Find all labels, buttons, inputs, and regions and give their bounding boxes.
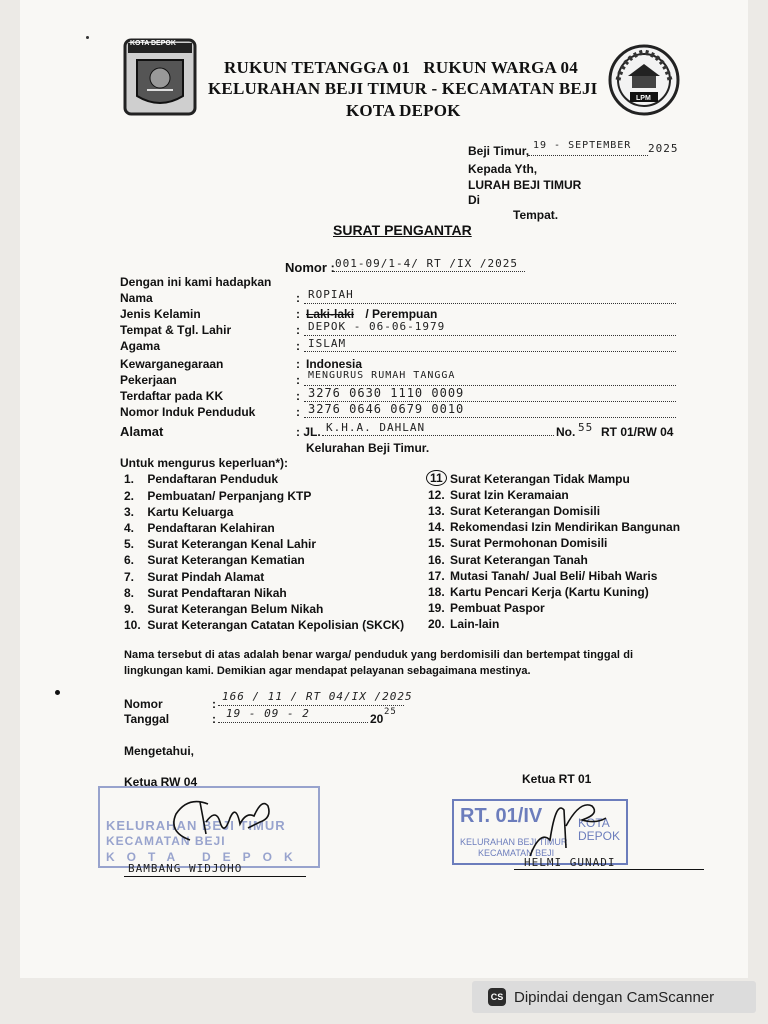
- footer-tanggal-colon: :: [212, 712, 216, 726]
- rt-name-underline: [514, 869, 704, 870]
- mengetahui: Mengetahui,: [124, 744, 195, 758]
- rt-name: HELMI GUNADI: [524, 856, 616, 869]
- purpose-number: 13.: [428, 504, 445, 518]
- header-line-3: KOTA DEPOK: [346, 101, 461, 120]
- field-colon: : JL.: [296, 425, 321, 439]
- rt-stamp-line-1: KELURAHAN BEJI TIMUR: [460, 837, 568, 847]
- field-line: [304, 335, 676, 336]
- lpm-logo: [604, 42, 684, 118]
- purpose-number: 20.: [428, 617, 445, 631]
- left-logo-text: KOTA DEPOK: [130, 40, 176, 47]
- rw-name: BAMBANG WIDJOHO: [128, 862, 243, 875]
- tempat-label: Tempat.: [513, 208, 559, 222]
- rw-name-underline: [124, 876, 306, 877]
- field-label: Kewarganegaraan: [120, 357, 224, 371]
- field-colon: :: [296, 405, 300, 419]
- purpose-item: 8. Surat Pendaftaran Nikah: [124, 586, 287, 600]
- field-value: 3276 0646 0679 0010: [308, 402, 465, 416]
- date-underline: [528, 155, 648, 156]
- purpose-label: Untuk mengurus keperluan*):: [120, 456, 289, 470]
- field-colon: :: [296, 389, 300, 403]
- rw-title: Ketua RW 04: [124, 775, 198, 789]
- footer-tanggal-value: 19 - 09 - 2: [226, 707, 310, 720]
- header-line-2: KELURAHAN BEJI TIMUR - KECAMATAN BEJI: [208, 79, 598, 98]
- field-no-value: 55: [578, 421, 594, 434]
- purpose-item: Surat Keterangan Tanah: [450, 553, 588, 567]
- field-value: / Perempuan: [362, 307, 438, 321]
- purpose-number-circled: 11: [426, 470, 447, 486]
- statement-line-2: lingkungan kami. Demikian agar mendapat pelayanan sebagaimana mestinya.: [124, 665, 531, 677]
- footer-year-hand: 25: [384, 707, 397, 717]
- field-value: 3276 0630 1110 0009: [308, 386, 465, 400]
- rt-stamp-side: KOTA DEPOK: [578, 816, 621, 843]
- purpose-item: 7. Surat Pindah Alamat: [124, 570, 265, 584]
- field-value: MENGURUS RUMAH TANGGA: [308, 370, 456, 381]
- purpose-number: 16.: [428, 553, 445, 567]
- rt-signature: [520, 790, 620, 865]
- purpose-number: 12.: [428, 488, 445, 502]
- rt-title: Ketua RT 01: [522, 772, 592, 786]
- intro-text: Dengan ini kami hadapkan: [120, 275, 272, 289]
- scan-mark: [55, 690, 60, 695]
- purpose-item: Kartu Pencari Kerja (Kartu Kuning): [450, 585, 649, 599]
- field-label: Nama: [120, 291, 153, 305]
- field-colon: :: [296, 323, 300, 337]
- purpose-number: 17.: [428, 569, 445, 583]
- field-label: Jenis Kelamin: [120, 307, 201, 321]
- place-label: Beji Timur,: [468, 144, 530, 158]
- purpose-item: 3. Kartu Keluarga: [124, 505, 234, 519]
- field-line: [322, 435, 554, 436]
- header-line-1: RUKUN TETANGGA 01 RUKUN WARGA 04: [224, 58, 578, 77]
- purpose-item: 6. Surat Keterangan Kematian: [124, 553, 305, 567]
- field-colon: :: [296, 307, 300, 321]
- purpose-item: Surat Permohonan Domisili: [450, 536, 608, 550]
- field-rtrw: RT 01/RW 04: [601, 425, 674, 439]
- purpose-item: Pembuat Paspor: [450, 601, 545, 615]
- field-value: DEPOK - 06-06-1979: [308, 320, 446, 333]
- kelurahan-line: Kelurahan Beji Timur.: [306, 441, 430, 455]
- field-label: Nomor Induk Penduduk: [120, 405, 256, 419]
- field-line: [304, 417, 676, 418]
- purpose-item: 1. Pendaftaran Penduduk: [124, 472, 279, 486]
- purpose-item: 5. Surat Keterangan Kenal Lahir: [124, 537, 317, 551]
- field-colon: :: [296, 373, 300, 387]
- purpose-number: 14.: [428, 520, 445, 534]
- document-title: SURAT PENGANTAR: [333, 222, 472, 238]
- purpose-item: Surat Keterangan Tidak Mampu: [450, 472, 630, 486]
- field-colon: :: [296, 291, 300, 305]
- right-logo-text: LPM: [636, 95, 651, 102]
- field-value: K.H.A. DAHLAN: [326, 421, 426, 434]
- purpose-item: 10. Surat Keterangan Catatan Kepolisian (SKCK): [124, 618, 405, 632]
- field-strike: Laki-laki: [306, 307, 355, 321]
- camscanner-watermark: [472, 981, 756, 1013]
- recipient: LURAH BEJI TIMUR: [468, 178, 582, 192]
- kota-depok-logo: [123, 38, 197, 116]
- footer-year-prefix: 20: [370, 712, 384, 726]
- camscanner-icon: CS: [488, 988, 506, 1006]
- footer-nomor-label: Nomor: [124, 697, 163, 711]
- field-label: Terdaftar pada KK: [120, 389, 224, 403]
- nomor-value: 001-09/1-4/ RT /IX /2025: [335, 257, 518, 270]
- nomor-label: Nomor :: [285, 260, 335, 275]
- purpose-number: 19.: [428, 601, 445, 615]
- nomor-underline: [333, 271, 525, 272]
- footer-nomor-line: [218, 705, 404, 706]
- field-colon: :: [296, 339, 300, 353]
- purpose-item: Surat Izin Keramaian: [450, 488, 569, 502]
- purpose-item: 9. Surat Keterangan Belum Nikah: [124, 602, 324, 616]
- di-label: Di: [468, 193, 480, 207]
- field-value: ROPIAH: [308, 288, 354, 301]
- field-value: ISLAM: [308, 337, 347, 350]
- rw-signature: [150, 782, 290, 857]
- purpose-number: 15.: [428, 536, 445, 550]
- letter-year: 2025: [648, 142, 679, 155]
- purpose-item: 2. Pembuatan/ Perpanjang KTP: [124, 489, 312, 503]
- field-label: Alamat: [120, 424, 164, 439]
- field-no-label: No.: [556, 425, 576, 439]
- rw-stamp-line: KELURAHAN BEJI TIMUR: [106, 818, 286, 833]
- rw-stamp-line: KOTA DEPOK: [106, 850, 305, 864]
- rt-stamp-big: RT. 01/IV: [460, 805, 543, 827]
- footer-tanggal-label: Tanggal: [124, 712, 170, 726]
- letter-date: 19 - SEPTEMBER: [533, 140, 632, 151]
- kepada-yth: Kepada Yth,: [468, 162, 538, 176]
- field-label: Tempat & Tgl. Lahir: [120, 323, 232, 337]
- footer-nomor-value: 166 / 11 / RT 04/IX /2025: [222, 690, 413, 703]
- purpose-item: Surat Keterangan Domisili: [450, 504, 601, 518]
- field-label: Agama: [120, 339, 161, 353]
- statement-line-1: Nama tersebut di atas adalah benar warga/ penduduk yang berdomisili dan bertempat tinggal di: [124, 649, 634, 661]
- camscanner-text: Dipindai dengan CamScanner: [514, 988, 715, 1006]
- field-line: [304, 351, 676, 352]
- purpose-item: Lain-lain: [450, 617, 500, 631]
- purpose-item: 4. Pendaftaran Kelahiran: [124, 521, 275, 535]
- purpose-number: 18.: [428, 585, 445, 599]
- field-colon: :: [296, 357, 300, 371]
- footer-nomor-colon: :: [212, 697, 216, 711]
- field-line: [304, 303, 676, 304]
- purpose-item: Mutasi Tanah/ Jual Beli/ Hibah Waris: [450, 569, 658, 583]
- field-value: Indonesia: [306, 357, 363, 371]
- rt-stamp-line-2: KECAMATAN BEJI: [478, 848, 555, 858]
- field-label: Pekerjaan: [120, 373, 177, 387]
- footer-tanggal-line: [218, 722, 368, 723]
- purpose-item: Rekomendasi Izin Mendirikan Bangunan: [450, 520, 681, 534]
- rw-stamp-line: KECAMATAN BEJI: [106, 834, 226, 848]
- scan-mark: [86, 36, 89, 39]
